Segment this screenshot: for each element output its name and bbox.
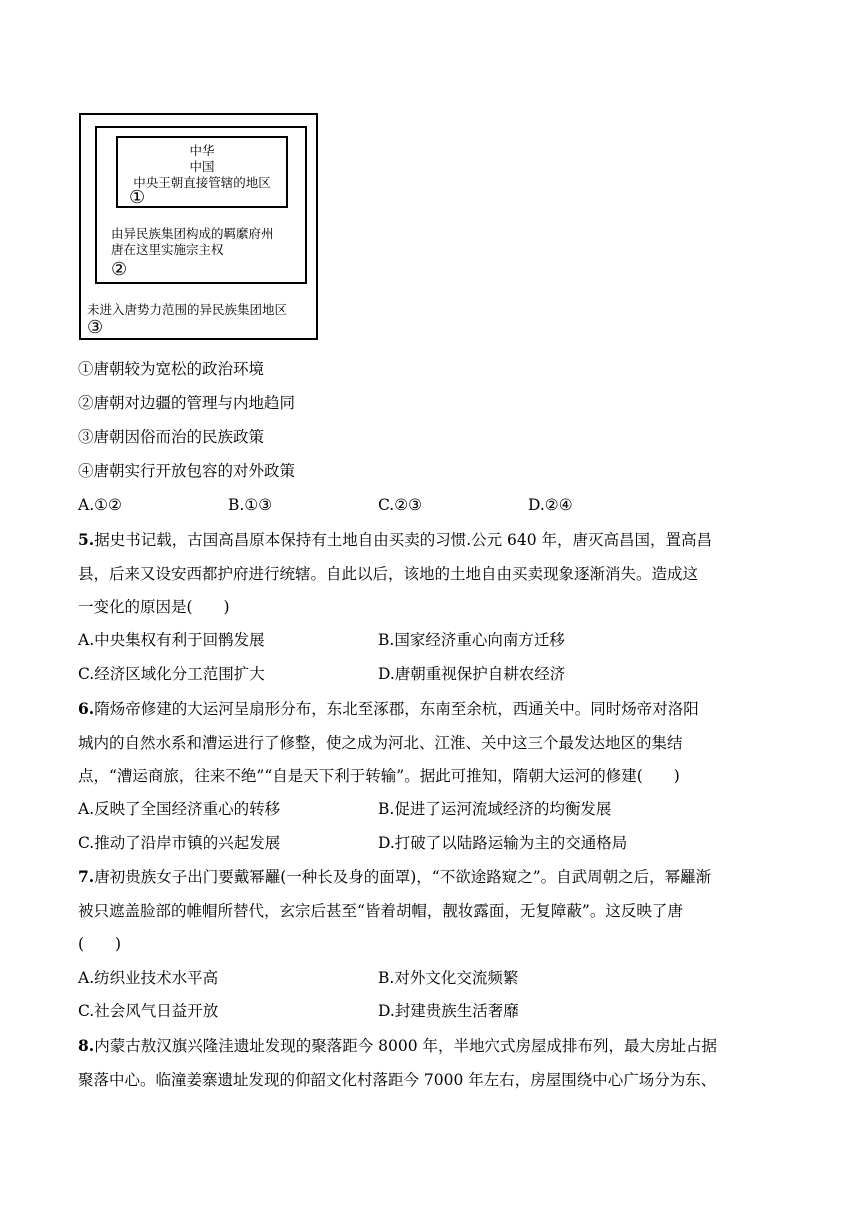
q5-stem-line-2: 县，后来又设安西都护府进行统辖。自此以后，该地的土地自由买卖现象逐渐消失。造成这 [78,565,699,583]
inner-region-box [116,136,288,208]
q7-stem-line-3: ( ) [78,935,122,953]
q4-statement-1: ①唐朝较为宽松的政治环境 [78,360,265,378]
q6-option-b[interactable]: B.促进了运河流域经济的均衡发展 [378,800,612,818]
q4-option-b[interactable]: B.①③ [228,496,273,514]
q4-statement-2: ②唐朝对边疆的管理与内地趋同 [78,394,296,412]
q5-number: 5. [78,530,95,549]
outer-number: ③ [87,317,104,338]
q4-statement-4: ④唐朝实行开放包容的对外政策 [78,462,296,480]
q6-stem-line-2: 城内的自然水系和漕运进行了修整，使之成为河北、江淮、关中这三个最发达地区的集结 [78,734,683,752]
q7-stem-text-1: 唐初贵族女子出门要戴幂䍦(一种长及身的面罩)，“不欲途路窥之”。自武周朝之后，幂䍦渐 [94,868,712,886]
inner-label-1: 中华 [189,143,215,158]
outer-label-1: 未进入唐势力范围的异民族集团地区 [87,302,288,317]
middle-label-2: 唐在这里实施宗主权 [111,242,224,257]
q6-option-a[interactable]: A.反映了全国经济重心的转移 [78,800,281,818]
q5-stem-line-3: 一变化的原因是( ) [78,598,230,616]
q7-option-b[interactable]: B.对外文化交流频繁 [378,969,519,987]
q6-stem-line-1 [78,699,699,719]
q7-stem-line-2: 被只遮盖脸部的帷帽所替代，玄宗后甚至“皆着胡帽，靓妆露面，无复障蔽”。这反映了唐 [78,902,683,920]
middle-label-1: 由异民族集团构成的羁縻府州 [111,226,274,241]
q8-stem-line-2: 聚落中心。临潼姜寨遗址发现的仰韶文化村落距今 7000 年左右，房屋围绕中心广场分为东、 [78,1071,717,1089]
inner-number: ① [129,187,146,208]
inner-label-2: 中国 [189,159,215,174]
q5-stem-line-1 [78,530,712,550]
q7-option-d[interactable]: D.封建贵族生活奢靡 [378,1002,519,1020]
q5-option-b[interactable]: B.国家经济重心向南方迁移 [378,631,565,649]
middle-number: ② [111,259,128,280]
q8-stem-line-1 [78,1036,717,1056]
q6-stem-line-3: 点，“漕运商旅，往来不绝”“自是天下利于转输”。据此可推知，隋朝大运河的修建( ) [78,767,680,785]
q4-option-a[interactable]: A.①② [78,496,122,514]
q5-stem-text-1: 据史书记载，古国高昌原本保持有土地自由买卖的习惯.公元 640 年，唐灭高昌国，置高昌 [94,531,713,549]
q4-statement-3: ③唐朝因俗而治的民族政策 [78,428,265,446]
q7-number: 7. [78,867,95,886]
middle-region-box [95,126,307,284]
q7-option-c[interactable]: C.社会风气日益开放 [78,1002,219,1020]
q6-option-c[interactable]: C.推动了沿岸市镇的兴起发展 [78,834,281,852]
q6-stem-text-1: 隋炀帝修建的大运河呈扇形分布，东北至涿郡，东南至余杭，西通关中。同时炀帝对洛阳 [94,700,699,718]
q6-number: 6. [78,699,95,718]
q8-number: 8. [78,1036,95,1055]
inner-label-3: 中央王朝直接管辖的地区 [133,175,271,190]
q7-stem-line-1 [78,867,711,887]
q5-option-c[interactable]: C.经济区域化分工范围扩大 [78,665,265,683]
nested-regions-diagram [79,113,318,340]
q4-option-d[interactable]: D.②④ [528,496,573,514]
q5-option-a[interactable]: A.中央集权有利于回鹘发展 [78,631,265,649]
q8-stem-text-1: 内蒙古敖汉旗兴隆洼遗址发现的聚落距今 8000 年，半地穴式房屋成排布列，最大房址占据 [94,1037,717,1055]
q7-option-a[interactable]: A.纺织业技术水平高 [78,969,219,987]
q6-option-d[interactable]: D.打破了以陆路运输为主的交通格局 [378,834,628,852]
q4-option-c[interactable]: C.②③ [378,496,423,514]
q5-option-d[interactable]: D.唐朝重视保护自耕农经济 [378,665,566,683]
